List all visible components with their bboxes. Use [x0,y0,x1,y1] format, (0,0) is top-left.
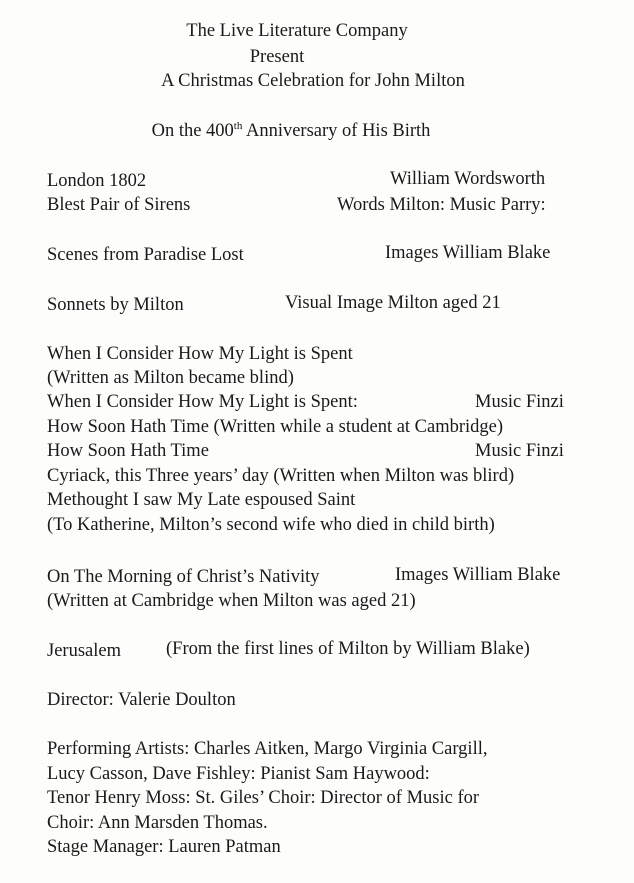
anniversary-sup: th [233,119,243,132]
company-name: The Live Literature Company [186,21,408,41]
jerusalem-title: Jerusalem [47,641,121,661]
consider-line-2: When I Consider How My Light is Spent: [47,392,358,412]
artists-line-4: Choir: Ann Marsden Thomas. [47,813,268,833]
sirens-credit: Words Milton: Music Parry: [337,195,546,215]
anniversary-pre: On the 400 [151,121,234,141]
soon-2-credit: Music Finzi [475,441,564,461]
sirens-title: Blest Pair of Sirens [47,195,191,215]
cyriack-line: Cyriack, this Three years’ day (Written when Milton was blird) [47,466,515,486]
anniversary-line [0,120,588,142]
katherine-note: (To Katherine, Milton’s second wife who died in child birth) [47,515,495,535]
director-line: Director: Valerie Doulton [47,690,236,710]
sonnets-credit: Visual Image Milton aged 21 [285,293,501,313]
paradise-title: Scenes from Paradise Lost [47,245,244,265]
present-line: Present [249,47,305,67]
anniversary-post: Anniversary of His Birth [242,121,431,141]
consider-note: (Written as Milton became blind) [47,368,294,388]
artists-line-1: Performing Artists: Charles Aitken, Margo Virginia Cargill, [47,739,488,759]
artists-line-2: Lucy Casson, Dave Fishley: Pianist Sam Haywood: [47,764,430,784]
soon-line-1: How Soon Hath Time (Written while a student at Cambridge) [47,417,504,437]
soon-line-2: How Soon Hath Time [47,441,209,461]
methought-line: Methought I saw My Late espoused Saint [47,490,356,510]
jerusalem-note: (From the first lines of Milton by William Blake) [166,639,530,659]
consider-line-1: When I Consider How My Light is Spent [47,344,353,364]
sonnets-title: Sonnets by Milton [47,295,184,315]
nativity-title: On The Morning of Christ’s Nativity [47,567,320,587]
artists-line-3: Tenor Henry Moss: St. Giles’ Choir: Director of Music for [47,788,480,808]
consider-2-credit: Music Finzi [475,392,564,412]
stage-manager-line: Stage Manager: Lauren Patman [47,837,281,857]
nativity-credit: Images William Blake [395,565,561,585]
london-title: London 1802 [47,171,147,191]
paradise-credit: Images William Blake [385,243,551,263]
event-title: A Christmas Celebration for John Milton [161,71,465,91]
nativity-note: (Written at Cambridge when Milton was aged 21) [47,591,416,611]
london-author: William Wordsworth [390,169,546,189]
